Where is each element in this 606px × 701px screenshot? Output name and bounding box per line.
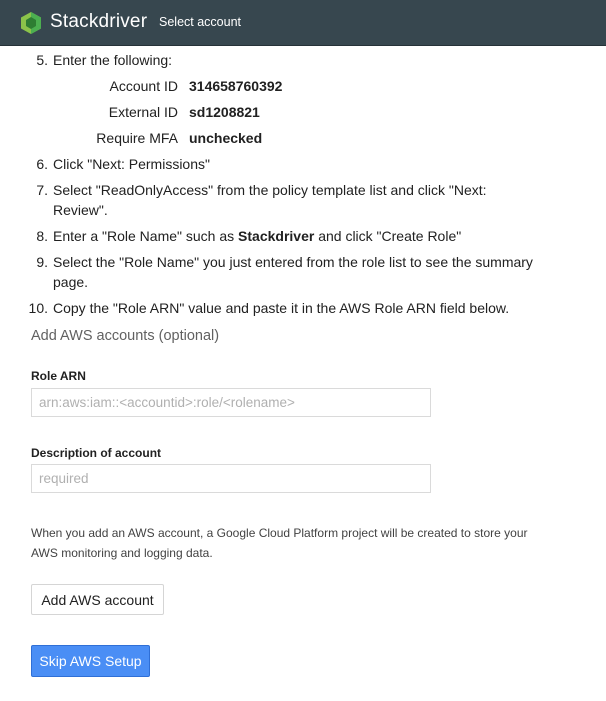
select-account-link[interactable]: Select account — [159, 15, 241, 29]
stackdriver-logo-icon — [19, 11, 43, 35]
info-note: When you add an AWS account, a Google Cloud Platform project will be created to store your AWS monitoring and logging data. — [31, 526, 528, 560]
step-text — [53, 226, 533, 246]
step-number: 7. — [36, 182, 48, 198]
step-text-part: and click "Create Role" — [314, 228, 462, 244]
require-mfa-label: Require MFA — [96, 130, 178, 146]
step-number: 5. — [36, 52, 48, 68]
step-text: Select the "Role Name" you just entered from the role list to see the summary page. — [53, 254, 533, 290]
description-input[interactable] — [31, 464, 431, 493]
role-arn-label: Role ARN — [31, 369, 86, 383]
account-id-label: Account ID — [109, 78, 178, 94]
description-label: Description of account — [31, 446, 162, 460]
skip-aws-setup-button[interactable]: Skip AWS Setup — [31, 645, 150, 677]
step-number: 9. — [36, 254, 48, 270]
section-title: Add AWS accounts (optional) — [31, 328, 220, 344]
top-bar — [0, 0, 606, 46]
require-mfa-value: unchecked — [189, 130, 263, 146]
role-name-example: Stackdriver — [238, 228, 315, 244]
brand-name: Stackdriver — [50, 11, 148, 32]
step-text: Select "ReadOnlyAccess" from the policy template list and click "Next: Review". — [53, 182, 487, 218]
step-text-part: Enter a "Role Name" such as — [53, 228, 239, 244]
external-id-label: External ID — [108, 104, 178, 120]
account-id-value: 314658760392 — [189, 78, 283, 94]
step-number: 10. — [28, 300, 48, 316]
step-number: 6. — [36, 156, 48, 172]
role-arn-input[interactable] — [31, 388, 431, 417]
step-number: 8. — [36, 228, 48, 244]
add-aws-account-button[interactable]: Add AWS account — [31, 584, 164, 615]
step-text: Click "Next: Permissions" — [53, 156, 210, 172]
step-text: Copy the "Role ARN" value and paste it in the AWS Role ARN field below. — [53, 300, 510, 316]
step-text: Enter the following: — [53, 52, 173, 68]
external-id-value: sd1208821 — [189, 104, 260, 120]
